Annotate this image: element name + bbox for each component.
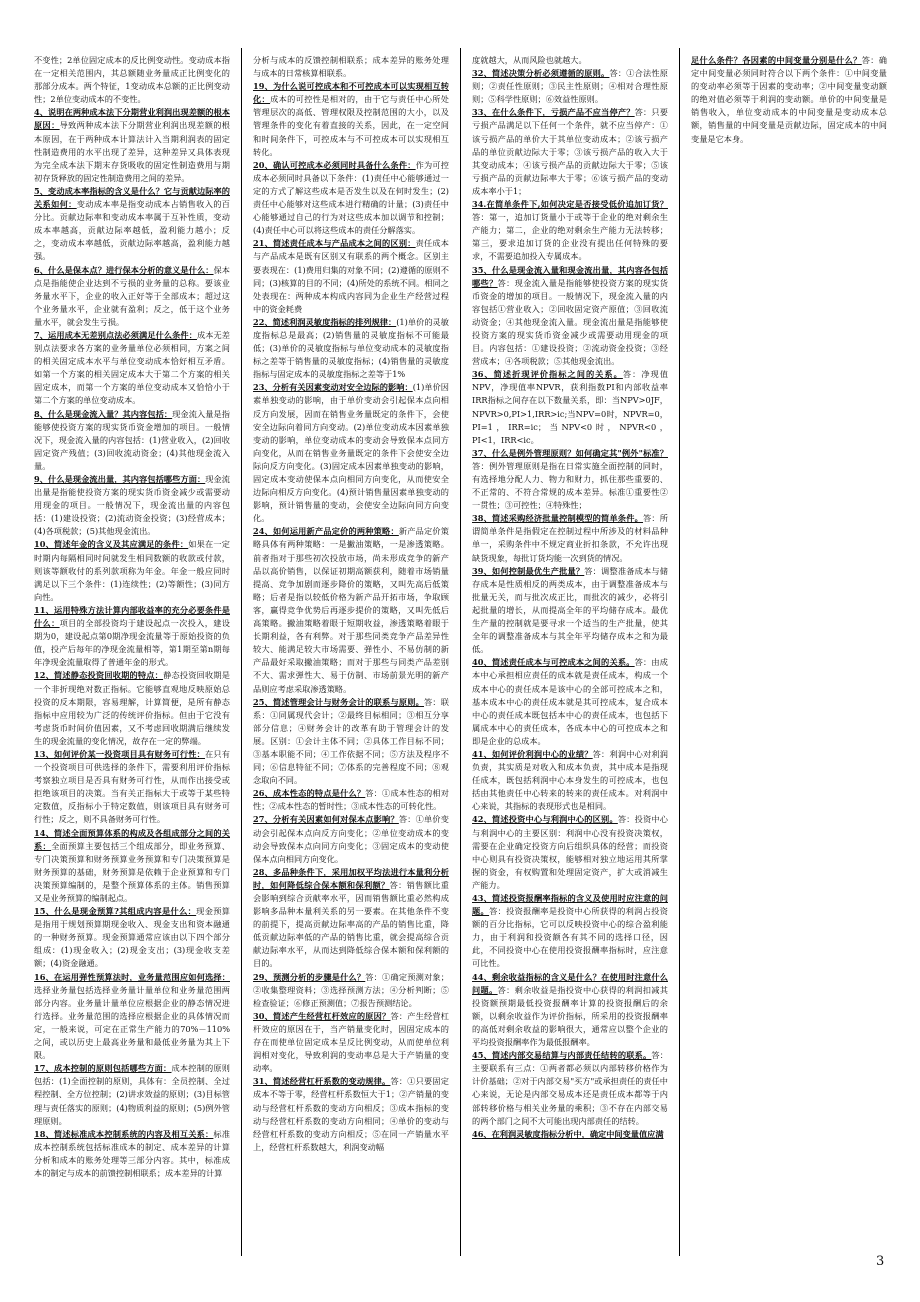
question-heading: 38、简述采购经济批量控制模型的简单条件。 — [472, 513, 644, 524]
question-heading: 10、简述年金的含义及其应满足的条件： — [34, 539, 189, 550]
qa-item — [472, 447, 668, 512]
qa-item — [34, 604, 230, 669]
answer-text: 全面预算主要包括三个组成部分，即业务预算、专门决策预算和财务预算业务预算和专门决策预算是财务预算的基础，财务预算是依赖于企业预算和专门决策预算编制的，是整个预算体系的主体。销售预算又是业务预算的编制起点。 — [34, 840, 230, 903]
answer-text: 标准成本控制系统包括标准成本的制定、成本差异的计算分析和成本的账务处理等三部分内容。其中，标准成本的制定与成本的前馈控制相联系；成本差异的计算 — [34, 1128, 230, 1178]
question-heading: 25、简述管理会计与财务会计的联系与原则。 — [253, 696, 425, 707]
answer-text: 答：①单价变动会引起保本点向反方向变化；②单位变动成本的变动会导致保本点向同方向变化；③固定成本的变动使保本点向相同方向变化。 — [253, 814, 449, 864]
qa-item — [253, 787, 449, 813]
question-heading: 39、如何控制最优生产批量？ — [472, 565, 585, 576]
answer-text: 答：投资报酬率是投资中心所获得的利润占投资额的百分比指标，它可以反映投资中心的综合盈利能力，由于利润和投资额各有其不同的选择口径，因此，不同投资中心在使用投资报酬率指标时，应注意可比性。 — [472, 906, 668, 969]
qa-item — [34, 538, 230, 603]
question-heading: 33、在什么条件下，亏损产品不应当停产？ — [472, 107, 635, 118]
question-heading: 4、说明在两种成本法下分期营业利润出现差额的根本原因： — [34, 107, 230, 131]
qa-item — [253, 80, 449, 159]
question-heading: 41、如何评价利润中心的业绩？ — [472, 748, 593, 759]
qa-item — [472, 1049, 668, 1128]
text-column-4 — [691, 54, 887, 1250]
qa-item — [472, 198, 668, 263]
question-heading: 8、什么是现金流入量？其内容包括： — [34, 408, 173, 419]
answer-text: 现金预算是指用于规划预算期现金收入、现金支出和资本融通的一种财务预算。现金预算通常应该由以下四个部分组成：(1)现金收入；(2)现金支出；(3)现金收支差额；(4)资金融通。 — [34, 906, 230, 969]
question-heading: 6、什么是保本点？进行保本分析的意义是什么： — [34, 264, 214, 275]
question-heading: 12、简述静态投资回收期的特点： — [34, 670, 164, 681]
answer-text: 答：只要亏损产品满足以下任何一个条件，就不应当停产：①该亏损产品的单价大于其单位变动成本；②该亏损产品的单位贡献边际大于零；③该亏损产品的收入大于其变动成本；④该亏损产品的贡献边际大于零；⑤该亏损产品的贡献边际率大于零；⑥该亏损产品的变动成本率小于1； — [472, 107, 668, 196]
answer-text: 答：现金流入量是指能够使投资方案的现实货币资金的增加的项目。一般情况下，现金流入量的内容包括①营业收入；②回收固定资产原值；③回收流动资金；④其他现金流入量。现金流出量是指能够使投资方案的现实货币资金减少或需要动用现金的项目。内容包括：①建设投资；②流动资金投资；③经营成本；④各项税款；⑤其他现金流出。 — [472, 277, 668, 367]
qa-item — [253, 971, 449, 1010]
column-divider — [460, 48, 461, 1256]
answer-text: (1)单价的灵敏度指标总是最高；(2)销售量的灵敏度指标不可能最低；(3)单价的灵敏度指标与单位变动成本的灵敏度指标之差等于销售量的灵敏度指标；(4)销售量的灵敏度指标与固定成本的灵敏度指标之差等于1% — [253, 316, 449, 380]
qa-item — [472, 656, 668, 748]
qa-item — [472, 106, 668, 198]
question-heading: 15、什么是现金预算?其组成内容是什么： — [34, 906, 197, 917]
question-heading: 28、多品种条件下，采用加权平均法进行本量利分析时，如何降低综合保本额和保利额？ — [253, 866, 449, 890]
question-heading: 44、剩余收益指标的含义是什么？在使用时注意什么问题。 — [472, 971, 668, 995]
question-heading: 足什么条件？各因素的中间变量分别是什么？ — [691, 55, 862, 65]
answer-text: 成本无差别点法要求各方案的业务量单位必须相同，方案之间的相关固定成本水平与单位变动成本恰好相互矛盾。如第一个方案的相关固定成本大于第二个方案的相关固定成本，而第一个方案的单位变动成本又恰恰小于第二个方案的单位变动成本。 — [34, 329, 230, 406]
qa-item — [472, 565, 668, 657]
question-heading: 30、简述产生经营杠杆效应的原因？ — [253, 1010, 391, 1021]
question-heading: 36、简述折现评价指标之间的关系。 — [472, 369, 623, 380]
qa-item — [34, 473, 230, 538]
qa-item — [253, 696, 449, 788]
column-divider — [241, 48, 242, 1256]
answer-text: 成本控制的原则包括：(1)全面控制的原则，具体有：全员控制、全过程控制、全方位控制；(2)讲求效益的原则；(3)目标管理与责任落实的原则；(4)物质利益的原则；(5)例外管理原则。 — [34, 1063, 230, 1126]
qa-item — [34, 264, 230, 329]
qa-item — [472, 512, 668, 564]
qa-item — [472, 368, 668, 447]
qa-item — [34, 669, 230, 748]
answer-text: 答：由成本中心承担相应责任的成本就是责任成本，构成一个成本中心的责任成本是该中心的全部可控成本之和，基本成本中心的责任成本就是其可控成本，复合成本中心的责任成本既包括本中心的责任成本，也包括下属成本中心的责任成本，各成本中心的可控成本之和即是企业的总成本。 — [472, 657, 668, 746]
answer-text: 现金流入量是指能够使投资方案的现实货币资金增加的项目。一般情况下，现金流入量的内容包括：(1)营业收入，(2)回收固定资产残值；(3)回收流动资金；(4)其他现金流入量。 — [34, 408, 230, 471]
qa-item — [472, 1128, 668, 1141]
qa-item — [472, 892, 668, 971]
question-heading: 27、分析有关因素如何对保本点影响？ — [253, 814, 399, 825]
question-heading: 42、简述投资中心与利润中心的区别。 — [472, 814, 618, 825]
question-heading: 14、简述全面预算体系的构成及各组成部分之间的关系： — [34, 827, 230, 851]
answer-text: 答：第一，追加订货量小于或等于企业的绝对剩余生产能力；第二，企业的绝对剩余生产能力无法转移；第三，要求追加订货的企业没有提出任何特殊的要求，不需要追加投入专属成本。 — [472, 212, 668, 262]
answer-text: 成本的可控性是相对的，由于它与责任中心所处管理层次的高低、管理权限及控制范围的大小，以及管理条件的变化有着直接的关系，因此，在一定空间和时间条件下，可控成本与不可控成本可以实现相互转化。 — [253, 94, 449, 157]
qa-item — [34, 1128, 230, 1180]
qa-item — [253, 1075, 449, 1154]
qa-item — [253, 237, 449, 316]
answer-text: 答：①成本性态的相对性；②成本性态的暂时性；③成本性态的可转化性。 — [253, 788, 449, 812]
answer-text: 答：联系：①同属现代会计；②最终目标相同；③相互分享部分信息；④财务会计的改革有助于管理会计的发展。区别：①会计主体不同；②具体工作目标不同；③基本职能不同；④工作依据不同；⑤方法及程序不同；⑥信息特征不同；⑦体系的完善程度不同；⑧观念取向不同。 — [253, 696, 449, 786]
question-heading: 20、确认可控成本必须同时具备什么条件： — [253, 159, 416, 170]
qa-item — [472, 264, 668, 369]
question-heading: 17、成本控制的原则包括哪些方面： — [34, 1063, 172, 1074]
qa-item — [34, 1062, 230, 1127]
question-heading: 11、运用特殊方法计算内部收益率的充分必要条件是什么： — [34, 604, 230, 629]
text-column-1 — [34, 54, 230, 1250]
qa-item — [472, 813, 668, 892]
question-heading: 35、什么是现金流入量和现金流出量，其内容各包括哪些？ — [472, 264, 668, 288]
answer-text: 导致两种成本法下分期营业利润出现差额的根本原因，在于两种成本计算法计入当期利润表的固定性制造费用的水平出现了差异，这种差异又具体表现为完全成本法下期末存货吸收的固定性制造费用与期初存货释放的固定性制造费用之间的差异。 — [34, 120, 230, 183]
question-heading: 19、为什么说可控成本和不可控成本可以实现相互转化： — [253, 81, 449, 105]
answer-text: 答：主要联系有三点：①两者都必须以内部转移价格作为计价基础；②对于内部交易"买方"或承担责任的责任中心来说，无论是内部交易成本还是责任成本都等于内部转移价格与相关业务量的乘积；③不存在内部交易的两个部门之间不大可能出现内部责任的结转。 — [472, 1050, 668, 1126]
answer-text: 度就越大，从而风险也就越大。 — [472, 55, 587, 65]
question-heading: 9、什么是现金流出量，其内容包括哪些方面： — [34, 474, 206, 484]
answer-text: 保本点是指能使企业达到不亏损的业务量的总称。要该业务量水平下，企业的收入正好等于全部成本；超过这个业务量水平，企业就有盈利；反之，低于这个业务量水平，就会发生亏损。 — [34, 264, 230, 327]
answer-text: 静态投资回收期是一个非折现绝对数正指标。它能够直观地反映原始总投资的反本期限，容易理解，计算简便，是所有静态指标中应用较为广泛的传统评价指标。但由于它没有考虑货币时间价值因素，又不考虑回收期满后继续发生的现金流量的变化情况，故存在一定的弊端。 — [34, 670, 230, 746]
answer-text: 作为可控成本必须同时具备以下条件：(1)责任中心能够通过一定的方式了解这些成本是否发生以及在何时发生；(2)责任中心能够对这些成本进行精确的计量；(3)责任中心能够通过自己的行为对这些成本加以调节和控制；(4)责任中心可以将这些成本的责任分解落实。 — [253, 159, 449, 236]
question-heading: 23、分析有关因素变动对安全边际的影响： — [253, 382, 413, 393]
answer-text: 变动成本率是指变动成本占销售收入的百分比。贡献边际率和变动成本率属于互补性质，变动成本率越高，贡献边际率越低，盈利能力越小；反之，变动成本率越低，贡献边际率越高，盈利能力越强。 — [34, 199, 230, 262]
answer-text: 如果在一定时期内每隔相同时间就发生相同数额的收款或付款，则该等额收付的系列款项称为年金。年金一般应同时满足以下三个条件：(1)连续性；(2)等额性；(3)同方向性。 — [34, 539, 230, 602]
answer-text: 答：剩余收益是指投资中心获得的利润扣减其投资额预期最低投资报酬率计算的投资报酬后的余额，以剩余收益作为评价指标，所采用的投资报酬率的高低对剩余收益的影响很大，通常应以整个企业的平均投资报酬率作为最低报酬率。 — [472, 984, 668, 1048]
question-heading: 29、预测分析的步骤是什么？ — [253, 971, 366, 982]
answer-text: 答：销售额比重会影响到综合贡献率水平，因而销售额比重必然构成影响多品种本量利关系的另一要素。在其他条件不变的前提下，提高贡献边际率高的产品的销售比重，降低贡献边际率低的产品的销售比重，就会提高综合贡献边际率水平，从而达到降低综合保本额和保利额的目的。 — [253, 879, 449, 969]
answer-text: 选择业务量包括选择业务量计量单位和业务量范围两部分内容。业务量计量单位应根据企业的静态情况进行选择。业务量范围的选择应根据企业的具体情况而定，一般来说，可定在正常生产能力的70%－110%之间，或以历史上最高业务量和最低业务量为其上下限。 — [34, 984, 230, 1061]
qa-item — [253, 159, 449, 238]
question-heading: 7、运用成本无差别点法必须满足什么条件： — [34, 329, 197, 340]
answer-text: 答：调整准备成本与储存成本是性质相反的两类成本，由于调整准备成本与批量无关，而与批次成正比，而批次的减少，必将引起批量的增长，从而提高全年的平均储存成本。最优生产量的控制就是要寻求一个适当的生产批量，使其全年的调整准备成本与其全年平均储存成本之和为最低。 — [472, 565, 668, 655]
question-heading: 31、简述经营杠杆系数的变动规律。 — [253, 1076, 391, 1087]
answer-text: 责任成本与产品成本是既有区别又有联系的两个概念。区别主要表现在：(1)费用归集的对象不同；(2)遵循的原则不同；(3)核算的目的不同；(4)所处的系统不同。相同之处表现在：两种成本构成内容同为企业生产经营过程中的资金耗费 — [253, 238, 449, 314]
question-heading: 5、变动成本率指标的含义是什么？它与贡献边际率的关系如何： — [34, 185, 230, 210]
answer-text: 分析与成本的反馈控制相联系；成本差异的账务处理与成本的日常核算相联系。 — [253, 55, 449, 79]
qa-item — [253, 54, 449, 80]
answer-text: 答：利润中心对利润负责，其实质是对收入和成本负责，其中成本是指现任成本，既包括利润中心本身发生的可控成本，也包括由其他责任中心转来的转来的责任成本。对利润中心来说，其指标的表现形式也是相同。 — [472, 748, 668, 812]
question-heading: 13、如何评价某一投资项目具有财务可行性： — [34, 748, 206, 759]
answer-text: 答：产生经营杠杆效应的原因在于，当产销量变化时，因固定成本的存在而使单位固定成本呈反比例变动，从而使单位利润相对变化，导致利润的变动率总是大于产销量的变动率。 — [253, 1010, 449, 1074]
qa-item — [253, 381, 449, 525]
qa-item — [34, 827, 230, 906]
question-heading: 40、简述责任成本与可控成本之间的关系。 — [472, 657, 635, 668]
qa-item — [253, 866, 449, 971]
qa-item — [34, 408, 230, 473]
text-column-2 — [253, 54, 449, 1250]
question-heading: 45、简述内部交易结算与内部责任结转的联系。 — [472, 1050, 652, 1061]
question-heading: 18、简述标准成本控制系统的内容及相互关系： — [34, 1128, 214, 1139]
qa-item — [691, 54, 887, 146]
qa-item — [34, 748, 230, 827]
answer-text: (1)单价因素单独变动的影响，由于单价变动会引起保本点向相反方向发展，因而在销售业务量既定的条件下，会使安全边际向着同方向变动。(2)单位变动成本因素单独变动的影响，单位变动成本的变动会导致保本点同方向变化，从而在销售业务量既定的条件下会使安全边际向反方向变化。(3)固定成本因素单独变动的影响，固定成本变动使保本点向相同方向变化，从而使安全边际向相反方向变化。(4)预计销售量因素单独变动的影响，预计销售量的变动，会使安全边际向同方向变化。 — [253, 382, 449, 524]
question-heading: 43、简述投资报酬率指标的含义及使用时应注意的问题。 — [472, 893, 668, 917]
qa-item — [253, 525, 449, 695]
answer-text: 答：净现值NPV，净现值率NPVR，获利指数PI和内部收益率IRR指标之间存在以下数量关系，即：当NPV>0JF，NPVR>0,PI>1,IRR>ic;当NPV=0时，NPVR=0，PI=1，IRR=ic；当NPV<0时，NPVR<0，PI<1，IRR<ic。 — [472, 369, 668, 445]
answer-text: 答：确定中间变量必须同时符合以下两个条件：①中间变量的变动率必须等于因素的变动率；②中间变量变动额的绝对值必须等于利润的变动额。单价的中间变量是销售收入，单位变动成本的中间变量是变动成本总额，销售量的中间变量是贡献边际，固定成本的中间变量是它本身。 — [691, 55, 887, 144]
question-heading: 24、如何运用新产品定价的两种策略： — [253, 526, 399, 537]
question-heading: 21、简述责任成本与产品成本之间的区别： — [253, 238, 416, 249]
answer-text: 答：投资中心与利润中心的主要区别：利润中心没有投资决策权，需要在企业确定投资方向后组织具体的经营；而投资中心则具有投资决策权，能够相对独立地运用其所掌握的资金，有权购置和处理固定资产，扩大或消减生产能力。 — [472, 814, 668, 890]
question-heading: 26、成本性态的特点是什么？ — [253, 788, 366, 799]
answer-text: 在只有一个投资项目可供选择的条件下，需要利用评价指标考察独立项目是否具有财务可行性，从而作出接受或拒绝该项目的决策。当有关正指标大于或等于某些特定数值，反指标小于特定数值，则该项目具有财务可行性；反之，则不具备财务可行性。 — [34, 748, 230, 825]
question-heading: 37、什么是例外管理原则？如何确定其"例外"标准？ — [472, 447, 668, 458]
text-column-3 — [472, 54, 668, 1250]
qa-item — [253, 813, 449, 865]
question-heading: 46、在利润灵敏度指标分析中，确定中间变量值应满 — [472, 1128, 664, 1139]
qa-item — [472, 748, 668, 813]
answer-text: 答：①只要固定成本不等于零，经营杠杆系数恒大于1；②产销量的变动与经营杠杆系数的变动方向相反；③成本指标的变动与经营杠杆系数的变动方向相同；④单价的变动与经营杠杆系数的变动方向相反；⑤在同一产销量水平上，经营杠杆系数越大，利润变动幅 — [253, 1076, 449, 1152]
qa-item — [472, 54, 668, 67]
qa-item — [34, 106, 230, 185]
question-heading: 34.在简单条件下,如何决定是否接受低价追加订货？ — [472, 199, 668, 210]
question-heading: 16、在运用弹性预算法时，业务量范围应如何选择： — [34, 971, 230, 982]
answer-text: 答：①合法性原则；②责任性原则；③民主性原则；④相对合理性原则；⑤科学性原则；⑥效益性原则。 — [472, 68, 668, 105]
question-heading: 22、简述利润灵敏度指标的排列规律： — [253, 316, 397, 327]
qa-item — [34, 905, 230, 970]
answer-text: 答：所谓简单条件是指假定在控制过程中所涉及的材料品种单一，采购条件中不规定商业折扣条款，不允许出现缺货现象，每批订货均能一次到货的情况。 — [472, 513, 668, 563]
qa-item — [472, 971, 668, 1050]
answer-text: 答：例外管理原则是指在日常实施全面控制的同时，有选择地分配人力、物力和财力，抓住那些重要的、不正常的、不符合常规的成本差异。标准①重要性②一贯性；③可控性；④特殊性； — [472, 460, 668, 511]
question-heading: 32、简述决策分析必须遵循的原则。 — [472, 68, 610, 79]
answer-text: 不变性；2单位固定成本的反比例变动性。变动成本指在一定相关范围内，其总额随业务量成正比例变化的那部分成本。两个特征，1变动成本总额的正比例变动性；2单位变动成本的不变性。 — [34, 55, 230, 105]
answer-text: 现金流出量是指能使投资方案的现实货币资金减少或需要动用现金的项目。一般情况下，现金流出量的内容包括：(1)建设投资；(2)流动资金投资；(3)经营成本；(4)各项税款；(5)其他现金流出。 — [34, 474, 230, 537]
answer-text: 项目的全部投资均于建设起点一次投入，建设期为0，建设起点第0期净现金流量等于原始投资的负值，投产后每年的净现金流量相等，第1期至第n期每年净现金流量取得了普通年金的形式。 — [34, 618, 230, 668]
qa-item — [34, 54, 230, 106]
qa-item — [253, 1010, 449, 1075]
column-divider — [679, 48, 680, 1256]
page-number: 3 — [876, 1254, 885, 1269]
qa-item — [253, 316, 449, 381]
qa-item — [34, 185, 230, 264]
answer-text: 新产品定价策略具体有两种策略：一是撇油策略，一是渗透策略。前者指对于那些初次投放市场，尚未形成竞争的新产品以高价销售，以保证初期高额获利，随着市场销量提高、竞争加剧而逐步降价的策略，又叫先高后低策略；后者是指以较低价格为新产品开拓市场，争取顾客，赢得竞争优势后再逐步提价的策略，又叫先低后高策略。撇油策略着眼于短期收益，渗透策略着眼于长期利益，各有利弊。对于那些同类竞争产品差异性较大、能满足较大市场需要、弹性小、不易仿制的新产品最好采取撇油策略；而对于那些与同类产品差别不大、需求弹性大、易于仿制、市场前景光明的新产品则应考虑采取渗透策略。 — [253, 526, 449, 694]
qa-item — [34, 971, 230, 1063]
qa-item — [34, 329, 230, 408]
qa-item — [472, 67, 668, 106]
answer-text: 答：①确定预测对象；②收集整理资料；③选择预测方法；④分析判断；⑤检查验证；⑥修正预测值；⑦报告预测结论。 — [253, 971, 449, 1008]
